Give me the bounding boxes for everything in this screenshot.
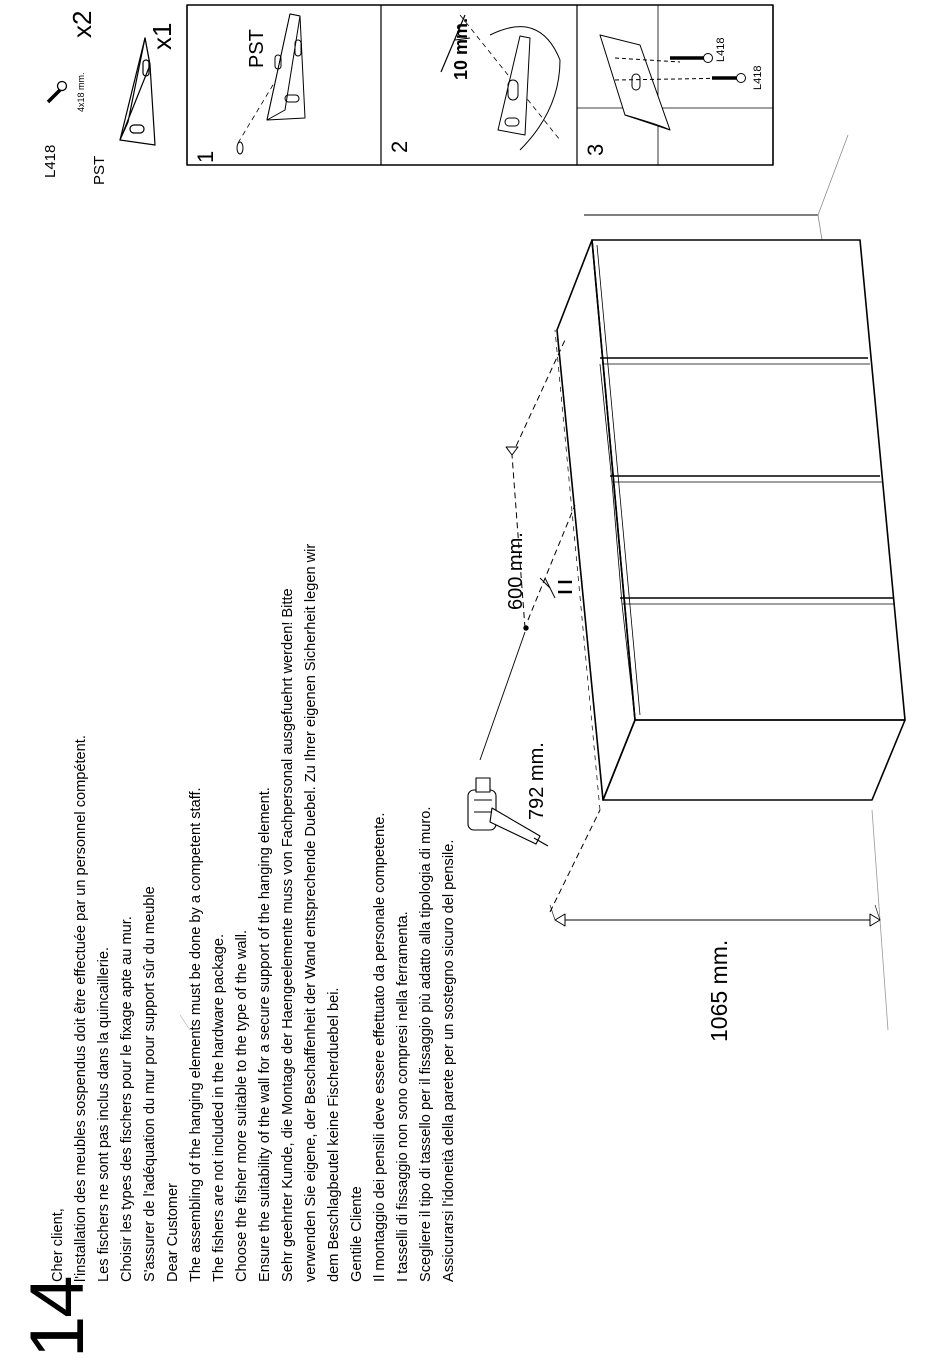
panel-1-pst-label: PST	[246, 29, 268, 68]
instruction-line: Il montaggio dei pensili deve essere effettuato da personale competente.	[372, 812, 388, 1282]
l418-size: 4x18 mm.	[76, 72, 86, 112]
dimension-792-label: 792 mm.	[526, 742, 548, 820]
instruction-line: Gentile Cliente	[349, 1186, 365, 1282]
step-number: 14	[15, 1277, 100, 1358]
dimension-600-label: 600 mm.	[505, 532, 527, 610]
instruction-line: Choose the fisher more suitable to the type of the wall.	[234, 929, 250, 1282]
panel-3-screw-label: L418	[752, 65, 764, 90]
instruction-line: Dear Customer	[165, 1183, 181, 1282]
panel-2-number: 2	[387, 140, 412, 153]
panel-3-number: 3	[583, 143, 608, 156]
instruction-line: I tasselli di fissaggio non sono compresi nella ferramenta.	[395, 911, 411, 1282]
instruction-line: Sehr geehrter Kunde, die Montage der Haengeelemente muss von Fachpersonal ausgefuehrt werden! Bitte	[280, 588, 296, 1282]
instruction-line: verwenden Sie eigene, der Beschaffenheit der Wand entsprechende Duebel. Zu Ihrer eigenen Sicherheit legen wir	[303, 543, 319, 1282]
instruction-line: The fishers are not included in the hardware package.	[211, 933, 227, 1282]
instruction-line: l'installation des meubles sospendus doit être effectuée par un personnel compétent.	[73, 735, 89, 1282]
panel-1-number: 1	[193, 150, 218, 163]
instruction-line: Les fischers ne sont pas inclus dans la quincaillerie.	[96, 946, 112, 1282]
instruction-line: Ensure the suitability of the wall for a secure support of the hanging element.	[257, 787, 273, 1282]
l418-quantity: x2	[67, 10, 97, 38]
panel-3-screw-label: L418	[715, 37, 727, 62]
pst-quantity: x1	[147, 22, 177, 50]
instruction-line: S'assurer de l'adéquation du mur pour support sûr du meuble	[142, 886, 158, 1282]
instruction-line: Choisir les types des fischers pour le fixage apte au mur.	[119, 916, 135, 1282]
instruction-line: The assembling of the hanging elements must be done by a competent staff.	[188, 787, 204, 1282]
pst-code: PST	[91, 155, 108, 185]
instruction-line: dem Beschlagbeutel keine Fischerduebel bei.	[326, 987, 342, 1282]
l418-code: L418	[42, 144, 59, 178]
instruction-line: Cher client,	[50, 1208, 66, 1282]
instruction-line: Assicurarsi l'idoneità della parete per un sostegno sicuro del pensile.	[441, 839, 457, 1282]
dimension-1065-label: 1065 mm.	[706, 939, 732, 1042]
panel-2-gap-label: 10 mm.	[451, 17, 471, 80]
instruction-line: Scegliere il tipo di tassello per il fissaggio più adatto alla tipologia di muro.	[418, 806, 434, 1282]
